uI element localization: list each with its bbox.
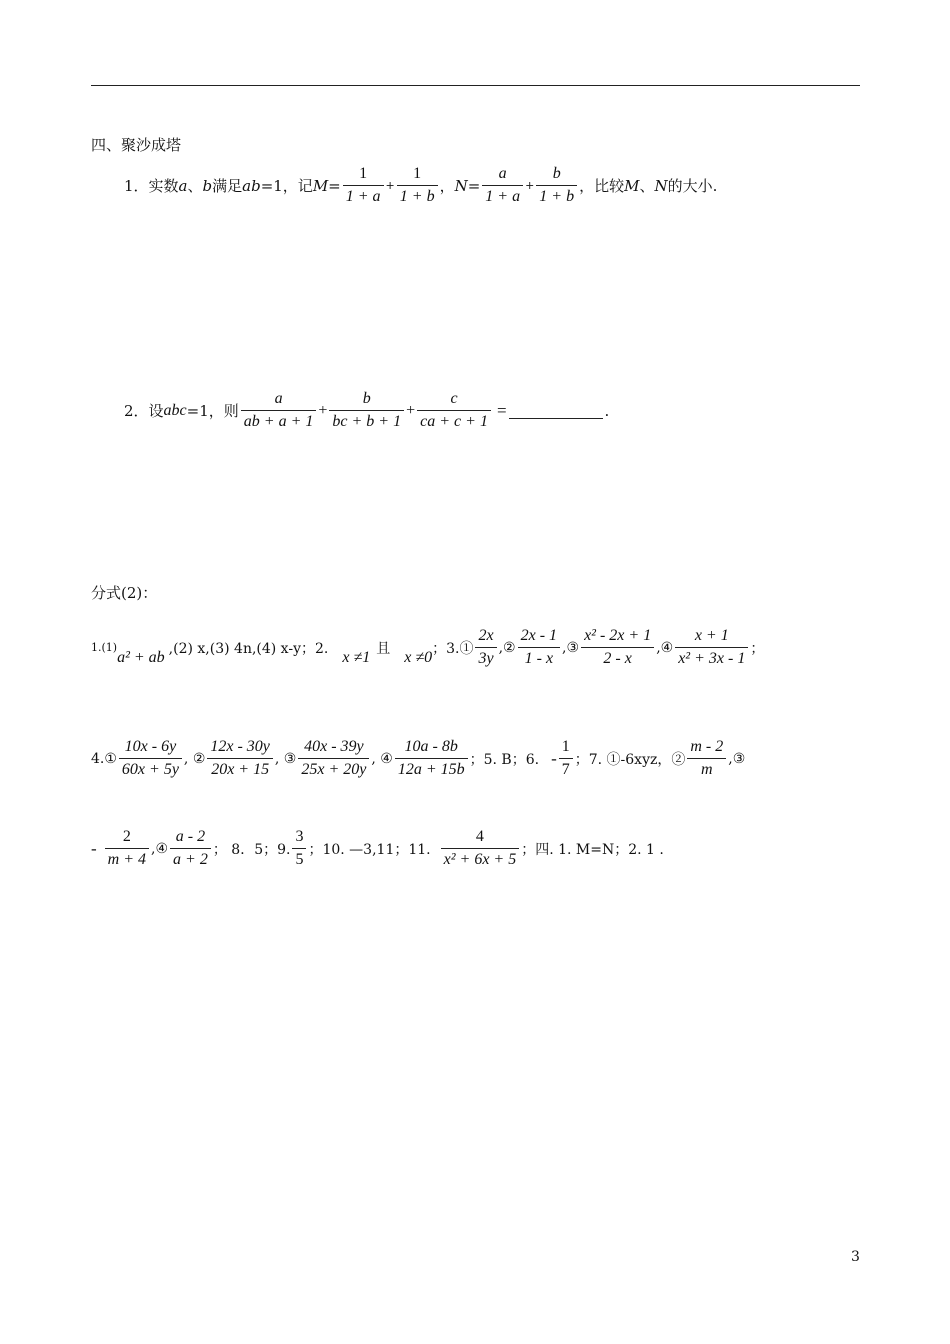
ans3-p1: ； 8．5；9. [212, 841, 291, 858]
q2-equals: = [496, 400, 507, 420]
q1-eq: =1，记 [260, 177, 313, 195]
ans1-p2: ,(2) x,(3) 4n,(4) x-y；2. [168, 640, 329, 657]
q1-fraction-m2: $\frac{1}{1 + b}$ [397, 163, 438, 208]
q2-plus: + [318, 401, 328, 419]
question-1 [124, 163, 717, 208]
ans1-fraction-1: $\frac{2x}{3y}$ [475, 625, 496, 670]
ans3-fraction-4: $\frac{4}{\text{x² + 6x + 5}}$ [441, 826, 520, 871]
ans1-s3: ,③ [562, 639, 580, 656]
ans2-s2: , ② [183, 750, 206, 767]
q2-eq: =1，则 [186, 402, 239, 420]
q1-cond: 满足 [212, 177, 243, 195]
ans1-fraction-2: $\frac{2x - 1}{1 - x}$ [518, 625, 560, 670]
q1-M: M [312, 176, 329, 195]
ans2-fraction-3: $\frac{40x - 39y}{25x + 20y}$ [298, 736, 369, 781]
section-title: 四、聚沙成塔 [91, 136, 182, 154]
q1-fraction-m1: $\frac{1}{1 + a}$ [343, 163, 384, 208]
ans1-end: ； [750, 640, 765, 657]
header-rule [91, 85, 860, 86]
q1-fraction-n1: $\frac{a}{1 + a}$ [482, 163, 523, 208]
q1-end: 的大小. [667, 177, 718, 195]
q2-plus-2: + [406, 401, 416, 419]
q1-Neq: = [467, 176, 481, 195]
q1-M2: M [624, 176, 640, 195]
answers-title: 分式(2)： [91, 584, 158, 602]
q1-ab: ab [242, 176, 261, 195]
ans2-s5: ,③ [728, 750, 746, 767]
ans2-fraction-6: $\frac{m - 2}{m}$ [687, 736, 726, 781]
ans1-c1: x ≠1 [342, 648, 371, 666]
ans2-neg: - [551, 748, 557, 768]
q2-end: . [604, 401, 610, 420]
q1-tail: ，比较 [579, 177, 625, 195]
ans3-fraction-1: $\frac{2}{m + 4}$ [105, 826, 149, 871]
ans2-fraction-1: $\frac{10x - 6y}{60x + 5y}$ [119, 736, 182, 781]
ans2-fraction-4: $\frac{10a - 8b}{12a + 15b}$ [395, 736, 468, 781]
ans1-fraction-4: $\frac{x + 1}{\text{x² + 3x - 1}}$ [675, 625, 748, 670]
ans1-s2: ,② [498, 639, 516, 656]
answer-blank[interactable] [509, 402, 603, 419]
ans3-p3: ；四. 1. M=N；2. 1 . [521, 841, 664, 858]
q1-N: N [454, 176, 468, 195]
ans1-e1: a² + ab [117, 648, 165, 666]
ans2-p1: 4.① [91, 750, 117, 767]
ans3-neg: - [91, 838, 97, 858]
ans2-p2: ；5. B；6. [469, 751, 540, 768]
q2-fraction-1: $\frac{a}{ab + a + 1}$ [241, 388, 317, 433]
ans2-fraction-5: $\frac{1}{7}$ [559, 736, 573, 781]
q2-abc: abc [163, 401, 187, 419]
answer-line-1 [91, 625, 764, 670]
q1-var-b: b [202, 176, 213, 195]
page-number: 3 [851, 1249, 860, 1265]
ans1-p3: ；3.① [432, 640, 474, 657]
ans1-and: 且 [376, 640, 391, 657]
ans3-fraction-2: $\frac{a - 2}{a + 2}$ [170, 826, 211, 871]
ans1-s4: ,④ [656, 639, 674, 656]
q2-fraction-3: $\frac{c}{ca + c + 1}$ [417, 388, 491, 433]
ans2-s3: , ③ [274, 750, 297, 767]
q1-lead: 1．实数 [124, 177, 179, 195]
question-2 [124, 388, 609, 433]
answer-line-2 [91, 736, 745, 781]
q2-fraction-2: $\frac{b}{bc + b + 1}$ [329, 388, 404, 433]
q1-sep: 、 [187, 177, 203, 195]
q1-sep2: 、 [639, 177, 655, 195]
q1-fraction-n2: $\frac{b}{1 + b}$ [536, 163, 577, 208]
answer-line-3 [91, 826, 664, 871]
ans3-p2: ；10. —3,11；11. [308, 841, 431, 858]
q1-plus: + [385, 179, 395, 192]
q1-Meq: = [328, 176, 341, 195]
ans2-p3: ；7. ①-6xyz，② [574, 751, 686, 768]
q1-plus-2: + [525, 179, 535, 192]
ans1-c2: x ≠0 [404, 648, 433, 666]
ans2-fraction-2: $\frac{12x - 30y}{20x + 15}$ [207, 736, 273, 781]
q1-comma: ， [439, 177, 455, 195]
q2-lead: 2．设 [124, 402, 164, 420]
ans3-s1: ,④ [151, 840, 169, 857]
ans3-fraction-3: $\frac{3}{5}$ [292, 826, 306, 871]
ans2-s4: , ④ [371, 750, 393, 767]
q1-var-a: a [178, 176, 188, 195]
q1-N2: N [654, 176, 668, 195]
ans1-p1: 1.(1) [91, 641, 118, 654]
ans1-fraction-3: $\frac{\text{x² - 2x + 1}}{2 - x}$ [581, 625, 654, 670]
